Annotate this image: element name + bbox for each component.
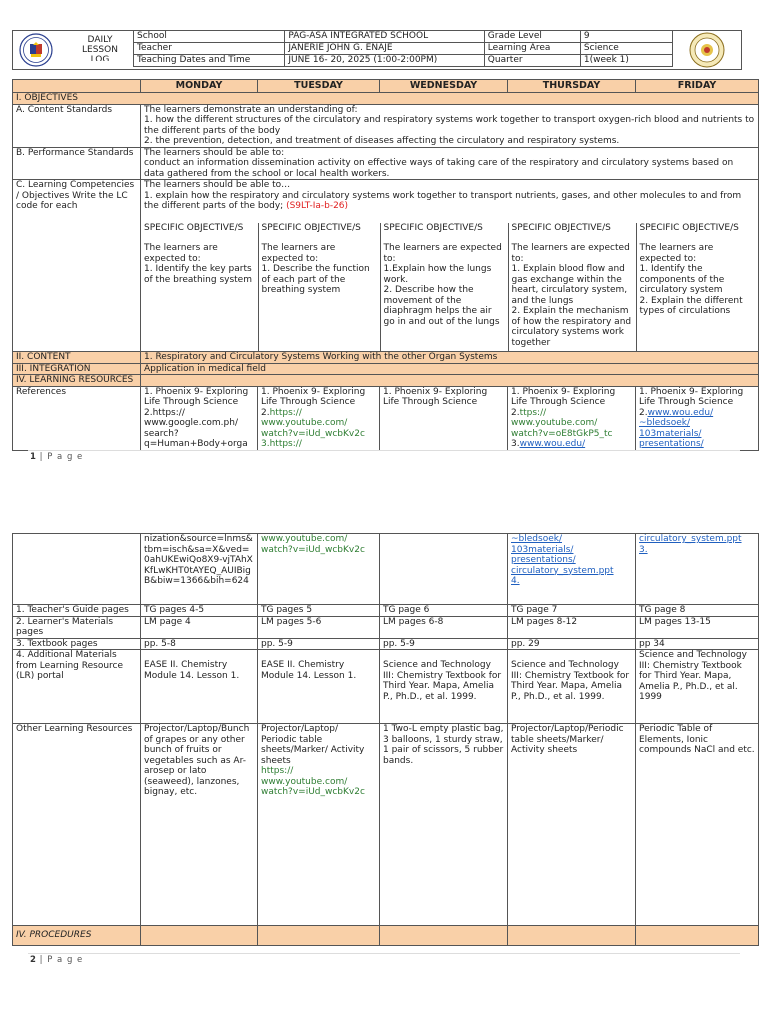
textbook-monday: pp. 5-8 [141,638,258,650]
specific-objectives-table [141,223,759,351]
school-value: PAG-ASA INTEGRATED SCHOOL [285,31,484,43]
school-label: School [134,31,285,43]
header-block [12,30,742,70]
references-friday-continued [636,534,759,605]
specific-text: The learners are expected to: 1. Explain blood flow and gas exchange within the heart, circulatory system, and the lungs 2. Explain the mechanism of how the respiratory and circulatory systems work together [511,243,632,348]
lesson-log-table-page1 [12,79,759,451]
content-standards-line: The learners demonstrate an understanding of: [144,104,358,115]
learning-resources-label: IV. LEARNING RESOURCES [13,375,141,387]
references-continued-row [13,534,759,605]
other-tuesday [258,724,380,926]
content-standards-label: A. Content Standards [13,104,141,147]
additional-tuesday: EASE II. Chemistry Module 14. Lesson 1. [258,650,380,724]
teachers-guide-row [13,605,759,617]
friday-header: FRIDAY [636,80,759,93]
procedures-wednesday [380,926,508,946]
learning-resources-row [13,375,759,387]
lm-tuesday: LM pages 5-6 [258,616,380,638]
specific-heading: SPECIFIC OBJECTIVE/S [639,222,739,233]
other-resources-row [13,724,759,926]
competencies-intro: The learners should be able to… [144,180,291,190]
textbook-wednesday: pp. 5-9 [380,638,508,650]
textbook-tuesday: pp. 5-9 [258,638,380,650]
header-row [134,31,673,43]
references-thursday [508,386,636,450]
procedures-monday [141,926,258,946]
daily-lesson-log-title [65,35,135,61]
school-seal-icon [689,32,725,68]
quarter-label: Quarter [484,55,580,67]
title-line: LOG [90,55,110,61]
procedures-row [13,926,759,946]
reference-text: 1. Phoenix 9- Exploring Life Through Science 2. [261,386,366,418]
performance-standards-text [141,147,759,180]
references-thursday-continued [508,534,636,605]
specific-objective-monday [141,223,258,351]
references-monday-continued: nization&source=lnms&tbm=isch&sa=X&ved=0ahUKEwiQo8X9-vjTAhXKfLwKHT0tAYEQ_AUIBigB&biw=1366&bih=624 [141,534,258,605]
youtube-link[interactable]: https:// www.youtube.com/ watch?v=iUd_wcbKv2c 3.https:// [261,407,365,449]
references-tuesday-continued [258,534,380,605]
tg-friday: TG page 8 [636,605,759,617]
tg-monday: TG pages 4-5 [141,605,258,617]
page-footer-1: 1 | P a g e [30,452,84,462]
lesson-log-table-page2 [12,533,759,946]
learning-resources-blank [141,375,759,387]
other-monday: Projector/Laptop/Bunch of grapes or any other bunch of fruits or vegetables such as Ar-arosep or lato (seaweed), lanzones, bignay, etc. [141,724,258,926]
content-standards-text [141,104,759,147]
references-continued-label [13,534,141,605]
additional-monday: EASE II. Chemistry Module 14. Lesson 1. [141,650,258,724]
specific-objective-thursday [508,223,636,351]
content-label: II. CONTENT [13,352,141,364]
competencies-text [144,191,755,212]
teachers-guide-label: 1. Teacher's Guide pages [13,605,141,617]
procedures-tuesday [258,926,380,946]
references-wednesday-continued [380,534,508,605]
dates-value: JUNE 16- 20, 2025 (1:00-2:00PM) [285,55,484,67]
additional-materials-label: 4. Additional Materials from Learning Resource (LR) portal [13,650,141,724]
other-thursday: Projector/Laptop/Periodic table sheets/Marker/ Activity sheets [508,724,636,926]
textbook-pages-label: 3. Textbook pages [13,638,141,650]
specific-text: The learners are expected to: 1.Explain how the lungs work. 2. Describe how the movement of the diaphragm helps the air go in and out of the lungs [383,243,502,327]
page-word: P a g e [47,955,84,965]
references-wednesday: 1. Phoenix 9- Exploring Life Through Science [380,386,508,450]
competencies-cell [141,180,759,352]
specific-text: The learners are expected to: 1. Identify the key parts of the breathing system [144,243,252,285]
other-text: Projector/Laptop/ Periodic table sheets/Marker/ Activity sheets [261,724,365,766]
learners-materials-row [13,616,759,638]
references-tuesday [258,386,380,450]
textbook-friday: pp 34 [636,638,759,650]
specific-heading: SPECIFIC OBJECTIVE/S [383,222,483,233]
tg-wednesday: TG page 6 [380,605,508,617]
thursday-header: THURSDAY [508,80,636,93]
page-number: 1 [30,452,36,462]
lm-monday: LM page 4 [141,616,258,638]
integration-text: Application in medical field [141,363,759,375]
wou-link[interactable]: www.wou.edu/ [519,439,586,449]
page-number: 2 [30,955,36,965]
header-row [134,55,673,67]
reference-text: 1. Phoenix 9- Exploring Life Through Science 2. [639,386,744,418]
page-footer-2: 2 | P a g e [30,955,84,965]
performance-standards-label: B. Performance Standards [13,147,141,180]
performance-standards-line: conduct an information dissemination activity on effective ways of taking care of the respiratory and circulatory systems based on data gathered from the school or local health workers. [144,158,734,179]
additional-wednesday: Science and Technology III: Chemistry Textbook for Third Year. Mapa, Amelia P., Ph.D., et al. 1999. [380,650,508,724]
content-standards-line: 1. how the different structures of the circulatory and respiratory systems work together to transport oxygen-rich blood and nutrients to the different parts of the body [144,115,755,136]
teacher-value: JANERIE JOHN G. ENAJE [285,43,484,55]
procedures-thursday [508,926,636,946]
competencies-objective: 1. explain how the respiratory and circulatory systems work together to transport nutrients, gases, and other molecules to and from the different parts of the body; [144,190,742,211]
additional-thursday: Science and Technology III: Chemistry Textbook for Third Year. Mapa, Amelia P., Ph.D., et al. 1999. [508,650,636,724]
wou-link[interactable]: circulatory_system.ppt 3. [639,534,742,555]
grade-level-value: 9 [580,31,672,43]
header-info-table [133,30,673,67]
wednesday-header: WEDNESDAY [380,80,508,93]
page-divider [28,450,740,451]
learners-materials-label: 2. Learner's Materials pages [13,616,141,638]
grade-level-label: Grade Level [484,31,580,43]
additional-materials-row [13,650,759,724]
competencies-label: C. Learning Competencies / Objectives Write the LC code for each [13,180,141,352]
objectives-heading: I. OBJECTIVES [13,93,759,105]
wou-link[interactable]: www.wou.edu/ ~bledsoek/ 103materials/ presentations/ [639,407,714,449]
competencies-row [13,180,759,352]
performance-standards-line: The learners should be able to: [144,147,285,158]
lm-friday: LM pages 13-15 [636,616,759,638]
content-text: 1. Respiratory and Circulatory Systems Working with the other Organ Systems [141,352,759,364]
specific-objectives-row [141,223,759,351]
objectives-section-row [13,93,759,105]
specific-text: The learners are expected to: 1. Identify the components of the circulatory system 2. Explain the different types of circulations [639,243,743,316]
wou-link[interactable]: ~bledsoek/ 103materials/ presentations/ circulatory_system.ppt 4. [511,534,614,586]
reference-number: 3. [511,439,520,449]
title-line: LESSON [82,45,118,55]
specific-heading: SPECIFIC OBJECTIVE/S [511,222,611,233]
specific-objective-wednesday [380,223,508,351]
integration-row [13,363,759,375]
content-row [13,352,759,364]
tg-thursday: TG page 7 [508,605,636,617]
title-line: DAILY [87,35,113,45]
performance-standards-row [13,147,759,180]
specific-objective-friday [636,223,759,351]
procedures-label: IV. PROCEDURES [13,926,141,946]
lm-wednesday: LM pages 6-8 [380,616,508,638]
other-wednesday: 1 Two-L empty plastic bag, 3 balloons, 1 sturdy straw, 1 pair of scissors, 5 rubber bands. [380,724,508,926]
blank-header-cell [13,80,141,93]
specific-text: The learners are expected to: 1. Describe the function of each part of the breathing system [261,243,370,295]
lm-thursday: LM pages 8-12 [508,616,636,638]
references-row [13,386,759,450]
integration-label: III. INTEGRATION [13,363,141,375]
references-monday: 1. Phoenix 9- Exploring Life Through Science 2.https:// www.google.com.ph/ search? q=Human+Body+orga [141,386,258,450]
specific-heading: SPECIFIC OBJECTIVE/S [261,222,361,233]
tuesday-header: TUESDAY [258,80,380,93]
tg-tuesday: TG pages 5 [258,605,380,617]
textbook-thursday: pp. 29 [508,638,636,650]
specific-heading: SPECIFIC OBJECTIVE/S [144,222,244,233]
day-header-row [13,80,759,93]
header-row [134,43,673,55]
youtube-link[interactable]: https:// www.youtube.com/ watch?v=iUd_wcbKv2c [261,766,365,797]
youtube-link[interactable]: ttps:// www.youtube.com/ watch?v=oE8tGkP5_tc [511,407,613,439]
references-friday [636,386,759,450]
monday-header: MONDAY [141,80,258,93]
youtube-link[interactable]: www.youtube.com/ watch?v=iUd_wcbKv2c [261,534,365,555]
page-divider [28,953,740,954]
page-word: P a g e [47,452,84,462]
additional-friday: Science and Technology III: Chemistry Textbook for Third Year. Mapa, Amelia P., Ph.D., et al. 1999 [636,650,759,724]
other-resources-label: Other Learning Resources [13,724,141,926]
textbook-pages-row [13,638,759,650]
content-standards-row [13,104,759,147]
references-label: References [13,386,141,450]
procedures-friday [636,926,759,946]
dates-label: Teaching Dates and Time [134,55,285,67]
deped-seal-icon [19,33,53,67]
lc-code: (S9LT-Ia-b-26) [286,201,349,211]
quarter-value: 1(week 1) [580,55,672,67]
content-standards-line: 2. the prevention, detection, and treatment of diseases affecting the circulatory and respiratory systems. [144,136,620,146]
teacher-label: Teacher [134,43,285,55]
learning-area-value: Science [580,43,672,55]
specific-objective-tuesday [258,223,380,351]
reference-text: 1. Phoenix 9- Exploring Life Through Science 2. [511,386,616,418]
other-friday: Periodic Table of Elements, Ionic compounds NaCl and etc. [636,724,759,926]
learning-area-label: Learning Area [484,43,580,55]
